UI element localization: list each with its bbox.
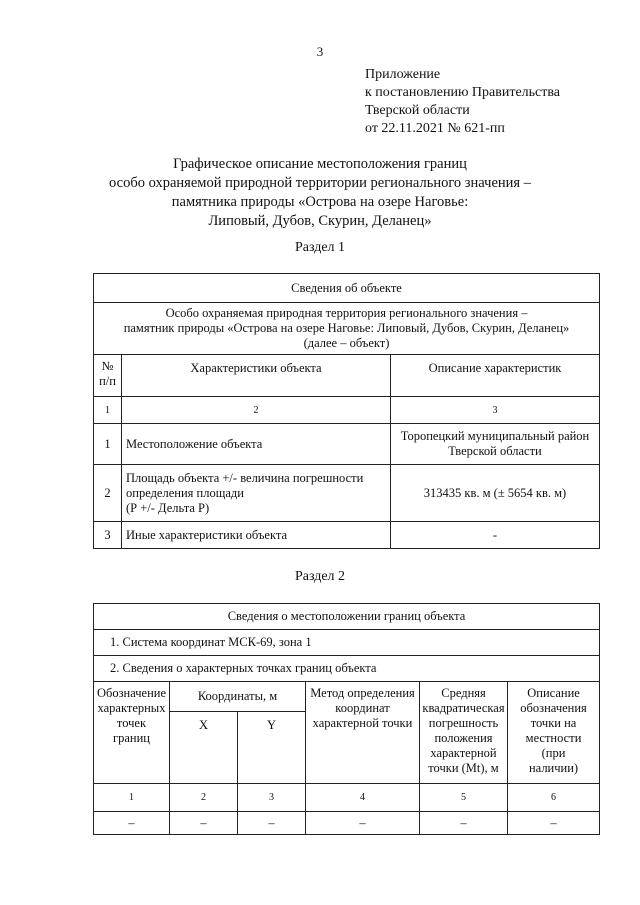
table-title: Сведения о местоположении границ объекта: [94, 604, 600, 630]
header-line: точки на: [530, 716, 577, 730]
col-number: 2: [170, 784, 238, 812]
boundary-points-table: [93, 603, 600, 835]
row-characteristic-line: Местоположение объекта: [126, 436, 263, 451]
data-cell: –: [238, 812, 306, 835]
header-accuracy: [420, 682, 508, 784]
data-cell: –: [306, 812, 420, 835]
title-line: памятника природы «Острова на озере Наговье:: [171, 194, 469, 210]
row-description-line: 313435 кв. м (± 5654 кв. м): [423, 485, 567, 500]
section1-heading: Раздел 1: [294, 240, 346, 255]
header-method: [306, 682, 420, 784]
row-description: [391, 424, 600, 465]
row-num: 1: [94, 424, 122, 465]
col-number: 1: [94, 784, 170, 812]
appendix-line: от 22.11.2021 № 621-пп: [365, 121, 505, 136]
row-characteristic: [122, 465, 391, 522]
header-line: границ: [113, 731, 150, 745]
header-line: Средняя: [441, 686, 486, 700]
row-characteristic-line: определения площади: [126, 485, 244, 500]
document-title: [0, 155, 640, 231]
row-characteristic-line: Площадь объекта +/- величина погрешности: [126, 470, 364, 485]
data-cell: –: [420, 812, 508, 835]
row-description-line: -: [492, 527, 498, 542]
header-num-line: п/п: [99, 374, 116, 388]
section2-heading: Раздел 2: [294, 569, 346, 584]
row-description: [391, 522, 600, 549]
data-cell: –: [508, 812, 600, 835]
header-line: местности: [525, 731, 582, 745]
header-line: квадратическая: [422, 701, 505, 715]
data-cell: –: [170, 812, 238, 835]
points-title: 2. Сведения о характерных точках границ объекта: [94, 656, 600, 682]
header-line: точек: [116, 716, 147, 730]
appendix-line: Приложение: [365, 67, 441, 82]
object-line: Особо охраняемая природная территория регионального значения –: [165, 306, 528, 320]
object-line: (далее – объект): [303, 336, 390, 350]
header-line: характерной точки: [312, 716, 413, 730]
col-number: 3: [391, 397, 600, 424]
header-line: Описание: [527, 686, 580, 700]
header-x: X: [170, 712, 238, 784]
header-line: погрешность: [428, 716, 499, 730]
header-line: Метод определения: [310, 686, 415, 700]
header-line: положения: [434, 731, 493, 745]
title-line: особо охраняемой природной территории регионального значения –: [109, 175, 531, 191]
data-cell: –: [94, 812, 170, 835]
page-number: 3: [316, 44, 324, 59]
col-number: 1: [94, 397, 122, 424]
header-line: Обозначение: [96, 686, 167, 700]
row-characteristic: [122, 522, 391, 549]
row-num: 2: [94, 465, 122, 522]
title-line: Графическое описание местоположения границ: [173, 156, 467, 172]
row-characteristic-line: (Р +/- Дельта Р): [126, 500, 210, 515]
col-number: 2: [122, 397, 391, 424]
header-num: [94, 355, 122, 397]
row-description-line: Торопецкий муниципальный район: [400, 429, 590, 443]
row-characteristic-line: Иные характеристики объекта: [126, 527, 288, 542]
title-line: Липовый, Дубов, Скурин, Деланец»: [208, 213, 432, 229]
header-characteristics: Характеристики объекта: [122, 355, 391, 397]
col-number: 4: [306, 784, 420, 812]
appendix-line: Тверской области: [365, 103, 470, 118]
header-line: (при: [541, 746, 566, 760]
coord-system: 1. Система координат МСК-69, зона 1: [94, 630, 600, 656]
header-description: Описание характеристик: [391, 355, 600, 397]
header-line: наличии): [528, 761, 579, 775]
col-number: 6: [508, 784, 600, 812]
row-characteristic: [122, 424, 391, 465]
row-description: [391, 465, 600, 522]
col-number: 3: [238, 784, 306, 812]
header-designation: [94, 682, 170, 784]
header-num-line: №: [101, 359, 114, 373]
appendix-line: к постановлению Правительства: [365, 85, 561, 100]
object-line: памятник природы «Острова на озере Наговье: Липовый, Дубов, Скурин, Деланец»: [123, 321, 570, 335]
object-name-cell: [94, 303, 600, 355]
header-marking: [508, 682, 600, 784]
header-line: точки (Mt), м: [428, 761, 499, 775]
header-y: Y: [238, 712, 306, 784]
col-number: 5: [420, 784, 508, 812]
header-line: характерных: [97, 701, 166, 715]
appendix-block: [365, 66, 560, 138]
table-title: Сведения об объекте: [94, 274, 600, 303]
header-line: обозначения: [520, 701, 587, 715]
row-description-line: Тверской области: [448, 444, 542, 458]
header-line: характерной: [430, 746, 497, 760]
row-num: 3: [94, 522, 122, 549]
object-info-table: [93, 273, 600, 549]
header-line: координат: [335, 701, 390, 715]
header-coordinates: Координаты, м: [170, 682, 306, 712]
